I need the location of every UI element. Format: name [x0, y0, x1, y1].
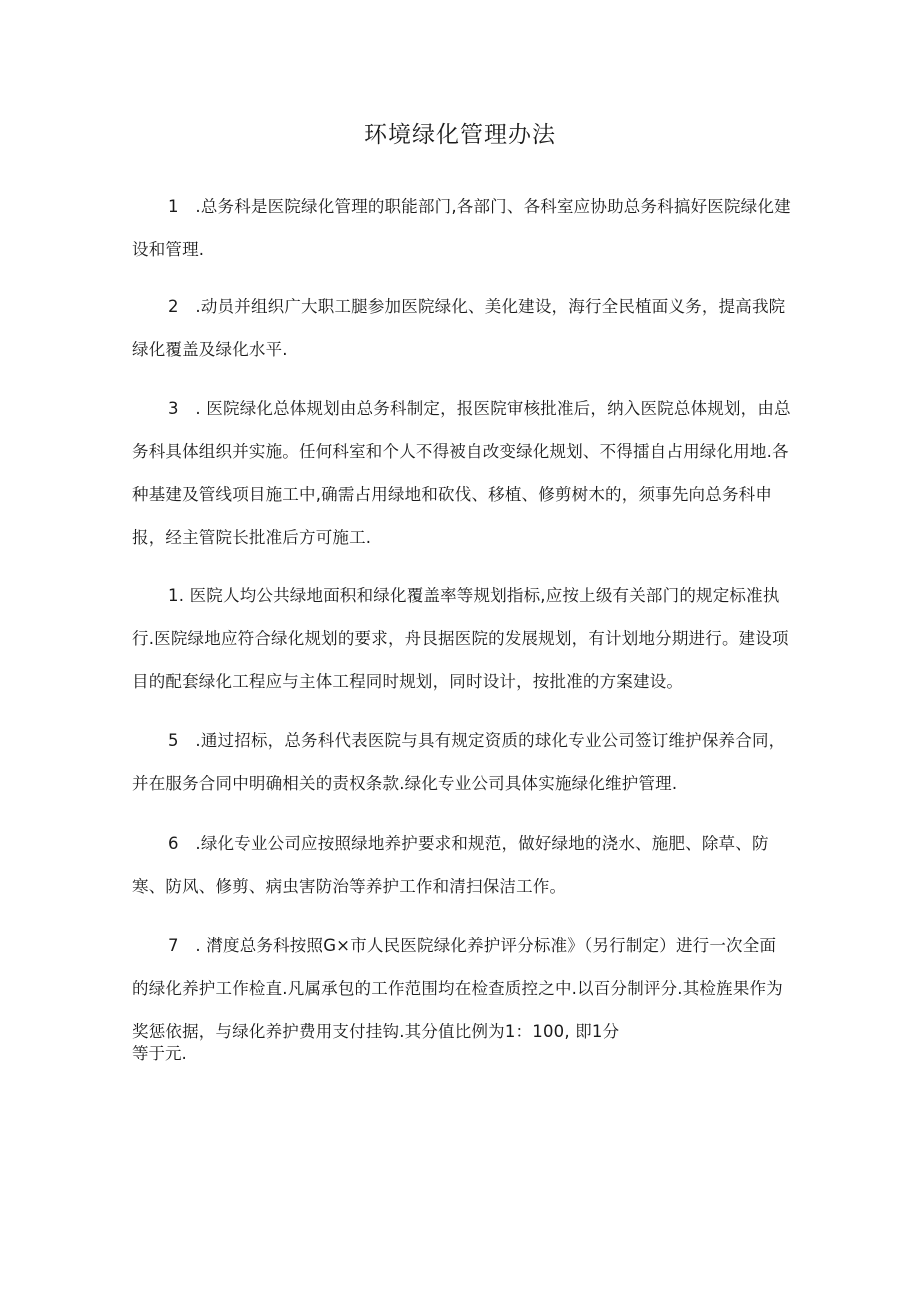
paragraph-5: 5 .通过招标，总务科代表医院与具有规定资质的球化专业公司签订维护保养合同，并在服务合同中明确相关的责权条款.绿化专业公司具体实施绿化维护管理.: [132, 731, 786, 793]
paragraph-2: 2 .动员并组织广大职工腿参加医院绿化、美化建设，海行全民植面义务，提高我院绿化覆盖及绿化水平.: [132, 297, 786, 359]
paragraph-1: 1 .总务科是医院绿化管理的职能部门,各部门、各科室应协助总务科搞好医院绿化建设和管理.: [132, 197, 791, 259]
document-title: 环境绿化管理办法: [364, 122, 556, 148]
paragraph-4: 1. 医院人均公共绿地面积和绿化覆盖率等规划指标,应按上级有关部门的规定标准执行.医院绿地应符合绿化规划的要求，舟艮据医院的发展规划，有计划地分期进行。建设项目的配套绿化工程应与主体工程同时规划，同时设计，按批准的方案建设。: [132, 586, 789, 691]
paragraph-7: 7 . 潸度总务科按照G×市人民医院绿化养护评分标准》（另行制定）进行一次全面的绿化养护工作检直.凡属承包的工作范围均在检查质控之中.以百分制评分.其检旌果作为奖惩依据，与绿化养护费用支付挂钩.其分值比例为1：100, 即1分: [132, 936, 783, 1041]
closing-line: 等于元.: [132, 1044, 187, 1063]
paragraph-3: 3 . 医院绿化总体规划由总务科制定，报医院审核批准后，纳入医院总体规划，由总务科具体组织并实施。任何科室和个人不得被自改变绿化规划、不得擂自占用绿化用地.各种基建及管线项目施工中,确需占用绿地和砍伐、移植、修剪树木的，须事先向总务科申报，经主管院长批准后方可施工.: [132, 399, 791, 547]
paragraph-6: 6 .绿化专业公司应按照绿地养护要求和规范，做好绿地的浇水、施肥、除草、防寒、防风、修剪、病虫害防治等养护工作和清扫保洁工作。: [132, 834, 769, 896]
